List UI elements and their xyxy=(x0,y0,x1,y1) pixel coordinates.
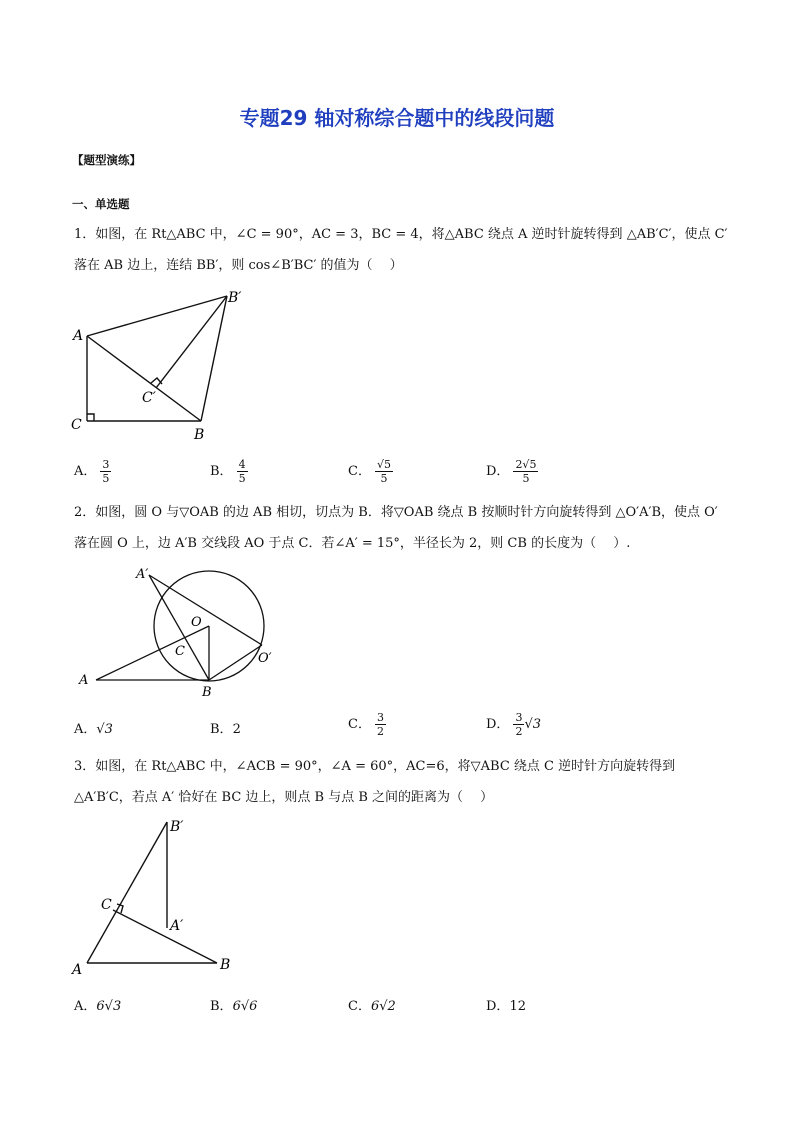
q1-label-b: B xyxy=(194,427,205,443)
q3-label-a: A xyxy=(72,962,83,978)
q3-option-b[interactable]: B．6√6 xyxy=(210,999,258,1014)
q3-label-b-prime: B′ xyxy=(170,819,184,835)
q1-label-c: C xyxy=(71,417,82,433)
q1-option-a[interactable]: A． $\frac{3}{5}$ xyxy=(74,458,110,485)
question-3-text xyxy=(74,751,734,813)
q2-option-c[interactable]: C． $\frac{3}{2}$ xyxy=(348,711,384,738)
q1-option-d[interactable]: D． $\frac{2√5}{5}$ xyxy=(486,458,537,485)
question-1-line-2: 落在 AB 边上，连结 BB′，则 cos∠B′BC′ 的值为（ ） xyxy=(74,258,403,273)
question-2-figure xyxy=(72,560,287,700)
q1-label-b-prime: B′ xyxy=(228,290,242,306)
q1-option-c[interactable]: C． $\frac{√5}{5}$ xyxy=(348,458,391,485)
q2-label-o: O xyxy=(191,615,202,630)
q2-option-b[interactable]: B．2 xyxy=(210,722,241,737)
question-3-line-2: △A′B′C，若点 A′ 恰好在 BC 边上，则点 B 与点 B 之间的距离为（ ） xyxy=(74,790,494,805)
q2-label-c: C xyxy=(175,644,185,659)
question-2-line-2: 落在圆 O 上，边 A′B 交线段 AO 于点 C．若∠A′ = 15°，半径长为 2，则 CB 的长度为（ ）. xyxy=(74,536,631,551)
question-1-text xyxy=(74,219,734,281)
q1-label-c-prime: C′ xyxy=(142,390,156,406)
section-practice-label: 【题型演练】 xyxy=(72,153,141,167)
q3-option-d[interactable]: D．12 xyxy=(486,999,526,1014)
question-1-line-1: 1．如图，在 Rt△ABC 中，∠C = 90°，AC = 3，BC = 4，将△ABC 绕点 A 逆时针旋转得到 △AB′C′，使点 C′ xyxy=(74,227,728,242)
q1-label-a: A xyxy=(73,328,84,344)
section-single-choice-label: 一、单选题 xyxy=(72,197,130,211)
q3-option-a[interactable]: A．6√3 xyxy=(74,999,122,1014)
question-3-figure xyxy=(66,812,246,982)
question-3-line-1: 3．如图，在 Rt△ABC 中，∠ACB = 90°，∠A = 60°，AC=6，将▽ABC 绕点 C 逆时针方向旋转得到 xyxy=(74,759,676,774)
q3-label-c: C xyxy=(101,897,112,913)
q2-label-b: B xyxy=(202,685,212,700)
q2-option-d[interactable]: D． $\frac{3}{2}$ √3 xyxy=(486,711,541,738)
q1-option-b[interactable]: B． $\frac{4}{5}$ xyxy=(210,458,246,485)
q3-label-b: B xyxy=(220,957,231,973)
q2-label-a: A xyxy=(79,673,89,688)
q2-label-o-prime: O′ xyxy=(258,651,272,666)
q3-option-c[interactable]: C．6√2 xyxy=(348,999,396,1014)
question-1-figure xyxy=(66,286,256,446)
question-2-text xyxy=(74,497,734,559)
page-title: 专题29 轴对称综合题中的线段问题 xyxy=(239,106,555,130)
question-2-line-1: 2．如图，圆 O 与▽OAB 的边 AB 相切，切点为 B．将▽OAB 绕点 B 按顺时针方向旋转得到 △O′A′B，使点 O′ xyxy=(74,505,718,520)
q2-label-a-prime: A′ xyxy=(136,567,149,582)
q2-option-a[interactable]: A．√3 xyxy=(74,722,113,737)
q3-label-a-prime: A′ xyxy=(170,918,184,934)
